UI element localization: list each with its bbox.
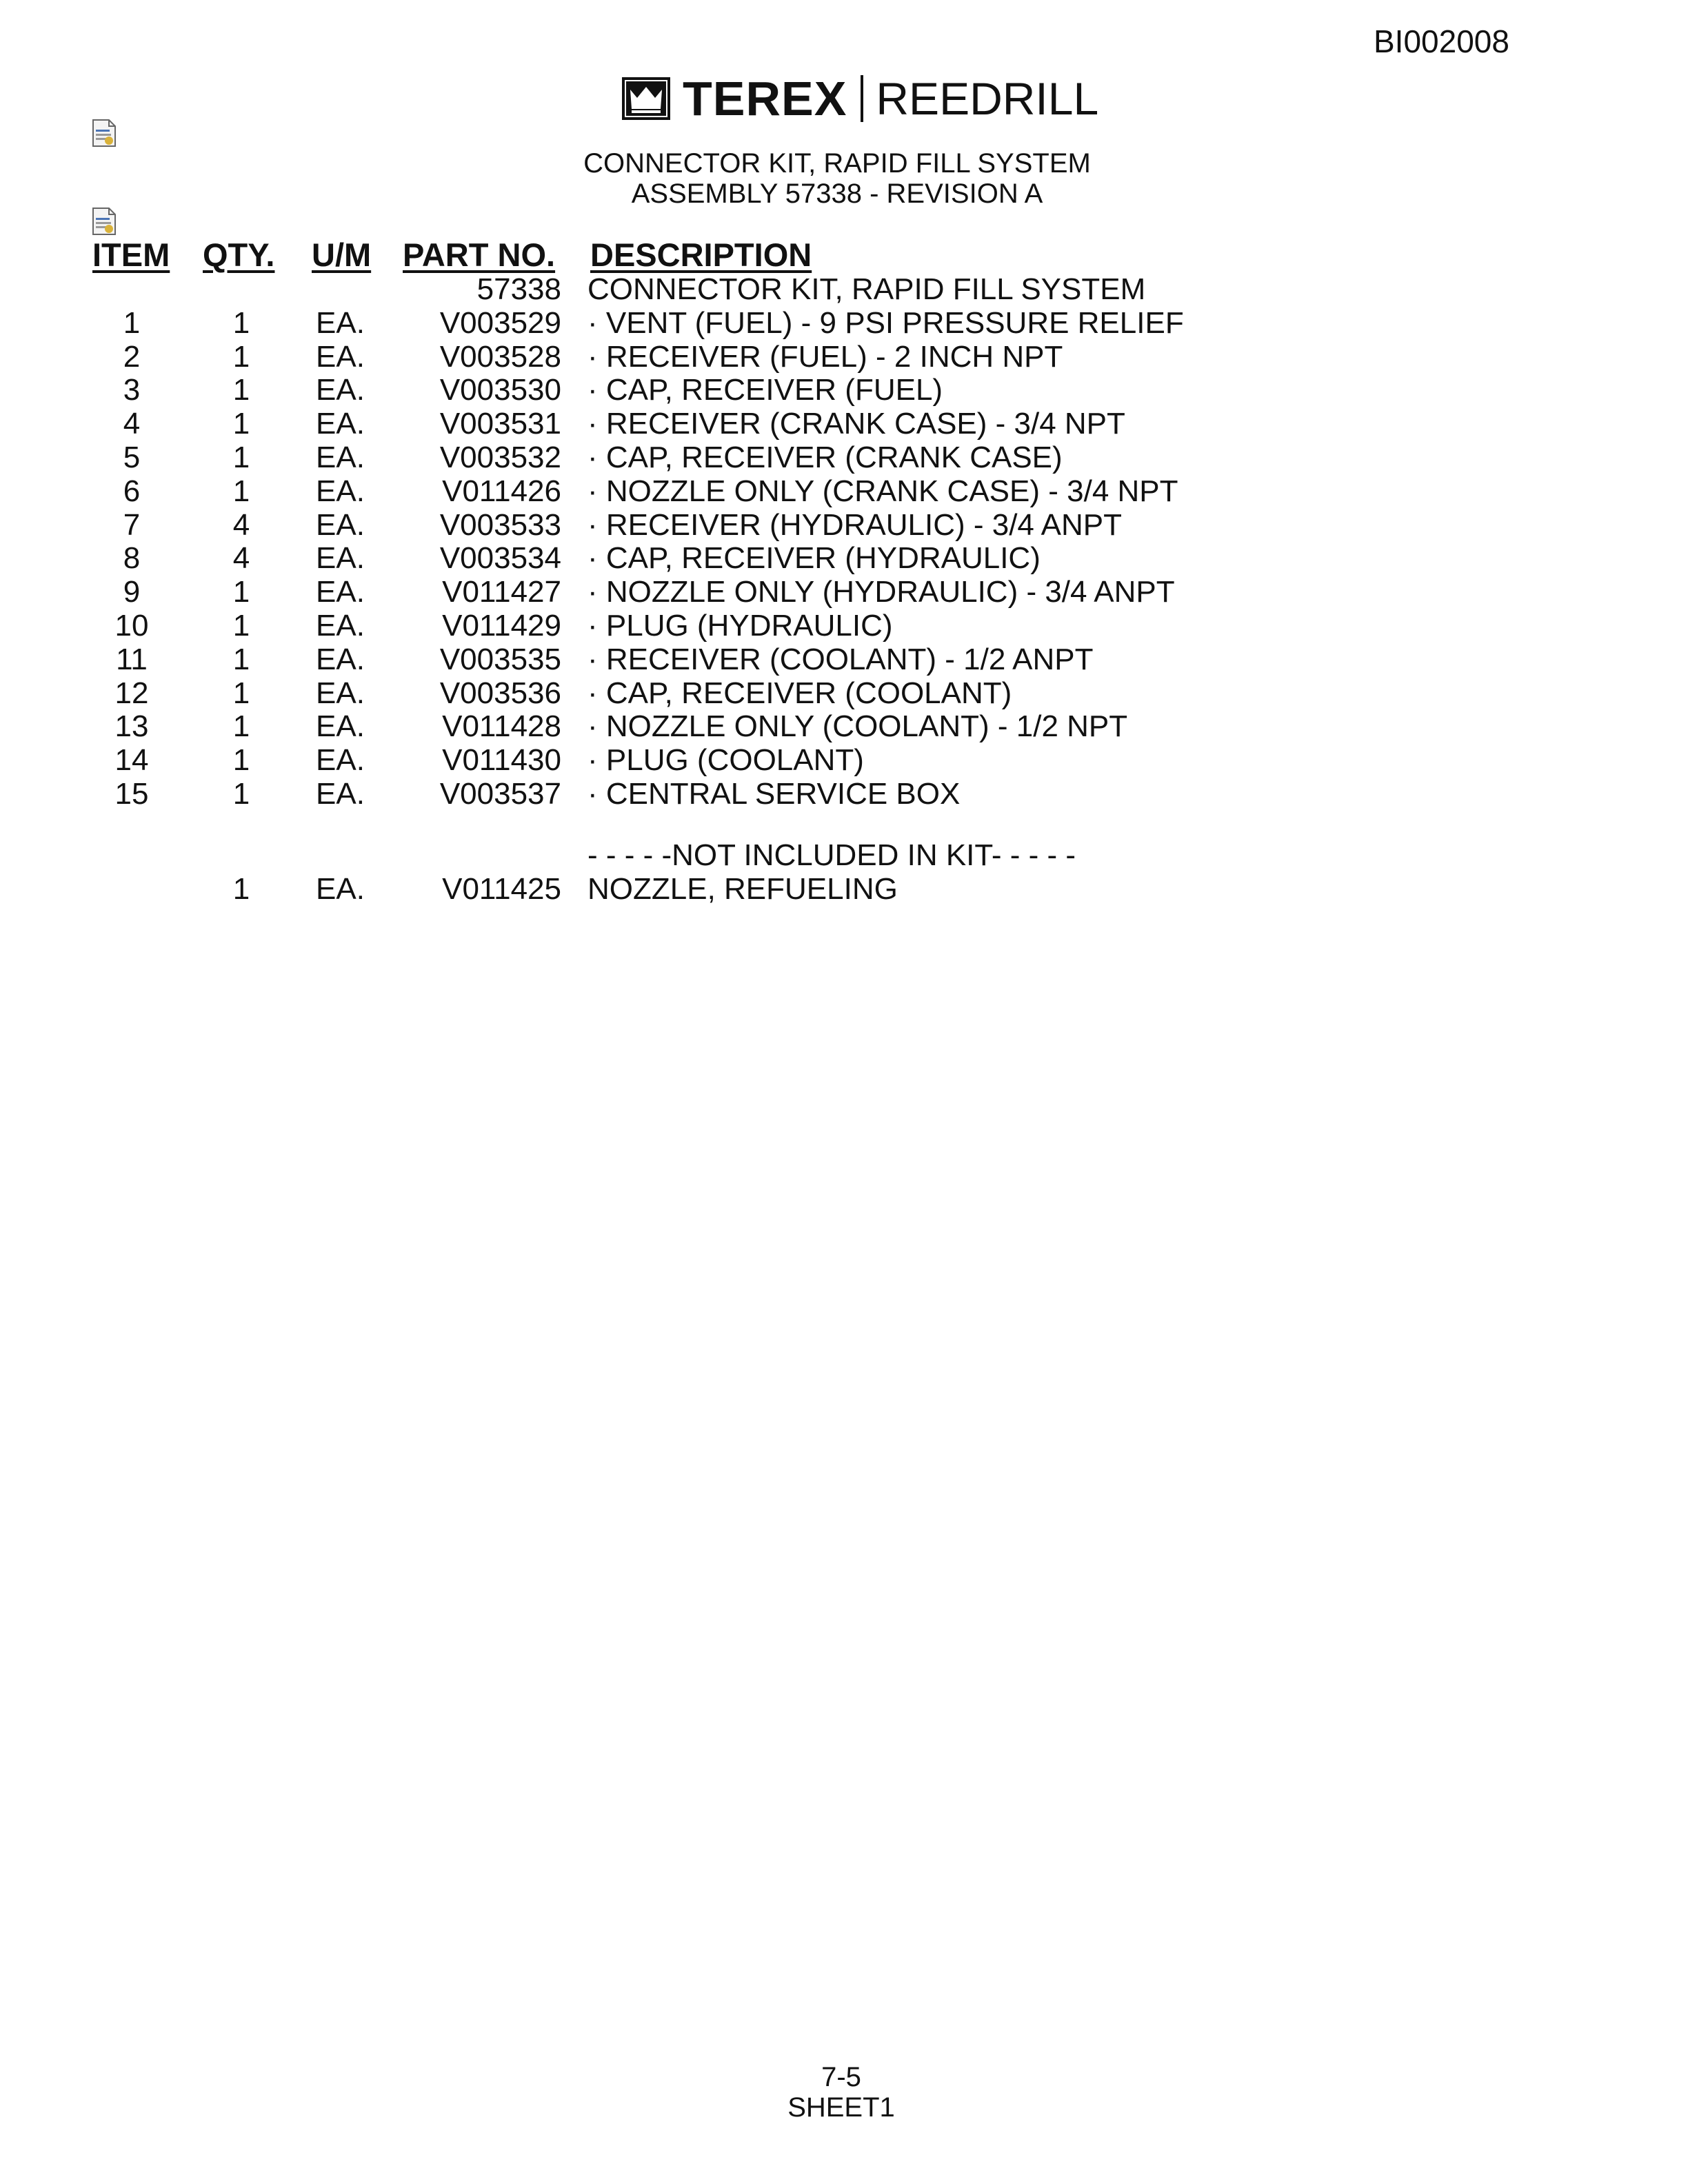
assembly-row: [0, 273, 1688, 307]
quantity: 1: [232, 575, 250, 609]
table-row: [0, 509, 1688, 543]
quantity: 1: [232, 709, 250, 744]
item-number: 12: [114, 676, 149, 710]
part-number: V011427: [442, 575, 561, 609]
quantity: 1: [232, 642, 250, 676]
table-row: [0, 609, 1688, 643]
document-page-icon[interactable]: [91, 119, 117, 148]
quantity: 1: [232, 776, 250, 811]
unit-of-measure: EA.: [316, 373, 365, 407]
table-row: [0, 475, 1688, 509]
logo-product-text: REEDRILL: [876, 73, 1099, 124]
unit-of-measure: EA.: [316, 676, 365, 710]
table-row: [0, 778, 1688, 811]
unit-of-measure: EA.: [316, 608, 365, 643]
parts-list: [0, 273, 1688, 906]
unit-of-measure: EA.: [316, 541, 365, 576]
part-description: · NOZZLE ONLY (HYDRAULIC) - 3/4 ANPT: [587, 575, 1175, 609]
part-description: · NOZZLE ONLY (COOLANT) - 1/2 NPT: [587, 709, 1128, 744]
terex-reedrill-logo: [622, 74, 1098, 123]
unit-of-measure: EA.: [316, 407, 365, 441]
part-description: · RECEIVER (COOLANT) - 1/2 ANPT: [587, 642, 1094, 676]
part-number: V003528: [439, 339, 561, 374]
item-number: 4: [123, 407, 141, 441]
kit-title: CONNECTOR KIT, RAPID FILL SYSTEM: [583, 148, 1091, 179]
column-header-description: DESCRIPTION: [590, 236, 812, 273]
column-header-qty: QTY.: [203, 236, 275, 273]
column-header-item: ITEM: [92, 236, 170, 273]
unit-of-measure: EA.: [316, 575, 365, 609]
part-description: · CAP, RECEIVER (HYDRAULIC): [587, 541, 1041, 576]
quantity: 1: [232, 676, 250, 710]
item-number: 10: [114, 608, 149, 643]
item-number: 2: [123, 339, 141, 374]
part-description: · RECEIVER (FUEL) - 2 INCH NPT: [587, 339, 1063, 374]
quantity: 1: [232, 440, 250, 474]
part-description: · CENTRAL SERVICE BOX: [587, 776, 961, 811]
item-number: 6: [123, 474, 141, 508]
item-number: 5: [123, 440, 141, 474]
assembly-part-no: 57338: [476, 272, 561, 306]
item-number: 7: [123, 507, 141, 542]
part-number: V003534: [439, 541, 561, 576]
part-description: · VENT (FUEL) - 9 PSI PRESSURE RELIEF: [587, 305, 1184, 340]
logo-divider: [861, 75, 863, 122]
part-number: V003531: [439, 407, 561, 441]
quantity: 1: [232, 407, 250, 441]
part-description: NOZZLE, REFUELING: [587, 871, 898, 906]
table-row: [0, 441, 1688, 475]
column-header-um: U/M: [312, 236, 372, 273]
part-number: V011430: [442, 743, 561, 778]
quantity: 1: [232, 474, 250, 508]
document-page-icon[interactable]: [91, 207, 117, 236]
part-description: · PLUG (HYDRAULIC): [587, 608, 893, 643]
unit-of-measure: EA.: [316, 339, 365, 374]
part-number: V011429: [442, 608, 561, 643]
quantity: 1: [232, 373, 250, 407]
table-row: [0, 576, 1688, 609]
part-number: V011426: [442, 474, 561, 508]
quantity: 1: [232, 743, 250, 778]
part-number: V003535: [439, 642, 561, 676]
assembly-revision: ASSEMBLY 57338 - REVISION A: [631, 179, 1043, 209]
table-row: [0, 542, 1688, 576]
part-description: · NOZZLE ONLY (CRANK CASE) - 3/4 NPT: [587, 474, 1178, 508]
section-gap: [0, 811, 1688, 839]
unit-of-measure: EA.: [316, 709, 365, 744]
table-row: [0, 710, 1688, 744]
part-number: V003532: [439, 440, 561, 474]
table-row: [0, 873, 1688, 907]
table-row: [0, 341, 1688, 374]
item-number: 8: [123, 541, 141, 576]
quantity: 1: [232, 339, 250, 374]
quantity: 1: [232, 871, 250, 906]
item-number: 14: [114, 743, 149, 778]
item-number: 13: [114, 709, 149, 744]
unit-of-measure: EA.: [316, 871, 365, 906]
quantity: 1: [232, 608, 250, 643]
item-number: 15: [114, 776, 149, 811]
not-included-divider: [0, 839, 1688, 873]
unit-of-measure: EA.: [316, 507, 365, 542]
part-number: V003529: [439, 305, 561, 340]
unit-of-measure: EA.: [316, 743, 365, 778]
part-number: V003530: [439, 373, 561, 407]
part-description: · CAP, RECEIVER (COOLANT): [587, 676, 1012, 710]
page-number: 7-5: [821, 2062, 861, 2092]
unit-of-measure: EA.: [316, 474, 365, 508]
quantity: 4: [232, 507, 250, 542]
quantity: 4: [232, 541, 250, 576]
sheet-label: SHEET1: [787, 2092, 895, 2123]
part-number: V011428: [442, 709, 561, 744]
unit-of-measure: EA.: [316, 642, 365, 676]
part-description: · PLUG (COOLANT): [587, 743, 864, 778]
item-number: 9: [123, 575, 141, 609]
item-number: 3: [123, 373, 141, 407]
unit-of-measure: EA.: [316, 440, 365, 474]
part-description: · RECEIVER (HYDRAULIC) - 3/4 ANPT: [587, 507, 1123, 542]
part-number: V003536: [439, 676, 561, 710]
table-row: [0, 374, 1688, 407]
table-row: [0, 307, 1688, 341]
table-row: [0, 643, 1688, 677]
part-description: · RECEIVER (CRANK CASE) - 3/4 NPT: [587, 407, 1125, 441]
part-number: V011425: [442, 871, 561, 906]
part-number: V003533: [439, 507, 561, 542]
part-description: · CAP, RECEIVER (FUEL): [587, 373, 943, 407]
table-row: [0, 407, 1688, 441]
unit-of-measure: EA.: [316, 305, 365, 340]
not-included-label: - - - - -NOT INCLUDED IN KIT- - - - -: [587, 838, 1076, 872]
part-number: V003537: [439, 776, 561, 811]
terex-crown-logo-icon: [622, 77, 670, 120]
table-row: [0, 677, 1688, 711]
document-id: BI002008: [1374, 23, 1509, 59]
unit-of-measure: EA.: [316, 776, 365, 811]
item-number: 1: [123, 305, 141, 340]
logo-brand-text: TEREX: [683, 72, 847, 125]
assembly-description: CONNECTOR KIT, RAPID FILL SYSTEM: [587, 272, 1146, 306]
table-row: [0, 744, 1688, 778]
part-description: · CAP, RECEIVER (CRANK CASE): [587, 440, 1063, 474]
column-header-part-no: PART NO.: [403, 236, 556, 273]
quantity: 1: [232, 305, 250, 340]
item-number: 11: [116, 642, 148, 676]
